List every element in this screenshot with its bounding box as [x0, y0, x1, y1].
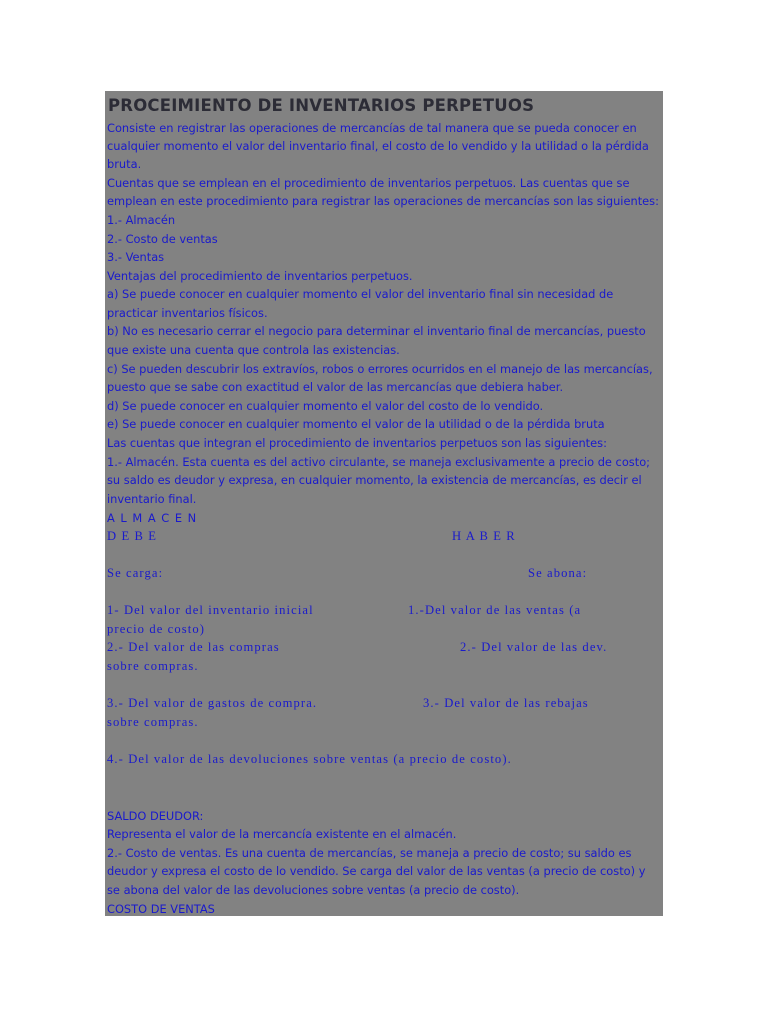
- text-line: 2.- Costo de ventas. Es una cuenta de mercancías, se maneja a precio de costo; su saldo es: [107, 846, 632, 860]
- debit-entry-4: 4.- Del valor de las devoluciones sobre ventas (a precio de costo).: [107, 752, 512, 766]
- credit-entry-1: 1.-Del valor de las ventas (a: [408, 603, 582, 617]
- text-line: bruta.: [107, 157, 142, 171]
- account-name: A L M A C E N: [107, 511, 198, 525]
- credit-entry-3: 3.- Del valor de las rebajas: [423, 696, 589, 710]
- document-panel: [105, 91, 663, 916]
- text-line: cualquier momento el valor del inventario final, el costo de lo vendido y la utilidad o la pérdida: [107, 139, 649, 153]
- text-line: deudor y expresa el costo de lo vendido. Se carga del valor de las ventas (a precio de costo) y: [107, 864, 646, 878]
- credit-entry-2: 2.- Del valor de las dev.: [460, 640, 608, 654]
- se-carga-label: Se carga:: [107, 566, 164, 580]
- text-line: e) Se puede conocer en cualquier momento el valor de la utilidad o de la pérdida bruta: [107, 417, 605, 431]
- credit-entry-3-cont: sobre compras.: [107, 715, 199, 729]
- haber-label: H A B E R: [452, 529, 516, 543]
- costo-de-ventas-heading: COSTO DE VENTAS: [107, 902, 215, 916]
- document-title: PROCEIMIENTO DE INVENTARIOS PERPETUOS: [108, 96, 535, 115]
- text-line: que existe una cuenta que controla las existencias.: [107, 343, 400, 357]
- text-line: a) Se puede conocer en cualquier momento el valor del inventario final sin necesidad de: [107, 287, 614, 301]
- text-line: puesto que se sabe con exactitud el valor de las mercancías que debiera haber.: [107, 380, 564, 394]
- credit-entry-2-cont: sobre compras.: [107, 659, 199, 673]
- text-line: 2.- Costo de ventas: [107, 232, 218, 246]
- text-line: d) Se puede conocer en cualquier momento el valor del costo de lo vendido.: [107, 399, 544, 413]
- text-line: Cuentas que se emplean en el procedimiento de inventarios perpetuos. Las cuentas que se: [107, 176, 630, 190]
- text-line: emplean en este procedimiento para registrar las operaciones de mercancías son las siguientes:: [107, 194, 659, 208]
- se-abona-label: Se abona:: [528, 566, 588, 580]
- credit-entry-1-cont: precio de costo): [107, 622, 206, 636]
- saldo-deudor-heading: SALDO DEUDOR:: [107, 809, 204, 823]
- text-line: practicar inventarios físicos.: [107, 306, 268, 320]
- debit-entry-2: 2.- Del valor de las compras: [107, 640, 280, 654]
- text-line: su saldo es deudor y expresa, en cualquier momento, la existencia de mercancías, es decir el: [107, 473, 642, 487]
- text-line: Las cuentas que integran el procedimiento de inventarios perpetuos son las siguientes:: [107, 436, 607, 450]
- text-line: c) Se pueden descubrir los extravíos, robos o errores ocurridos en el manejo de las mercancías,: [107, 362, 653, 376]
- text-line: 1.- Almacén: [107, 213, 176, 227]
- text-line: se abona del valor de las devoluciones sobre ventas (a precio de costo).: [107, 883, 520, 897]
- text-line: 3.- Ventas: [107, 250, 165, 264]
- debe-label: D E B E: [107, 529, 158, 543]
- text-line: 1.- Almacén. Esta cuenta es del activo circulante, se maneja exclusivamente a precio de costo;: [107, 455, 651, 469]
- text-line: Ventajas del procedimiento de inventarios perpetuos.: [107, 269, 413, 283]
- debit-entry-3: 3.- Del valor de gastos de compra.: [107, 696, 318, 710]
- text-line: inventario final.: [107, 492, 197, 506]
- text-line: b) No es necesario cerrar el negocio para determinar el inventario final de mercancías, puesto: [107, 324, 646, 338]
- text-line: Representa el valor de la mercancía existente en el almacén.: [107, 827, 457, 841]
- text-line: Consiste en registrar las operaciones de mercancías de tal manera que se pueda conocer en: [107, 121, 637, 135]
- debit-entry-1: 1- Del valor del inventario inicial: [107, 603, 314, 617]
